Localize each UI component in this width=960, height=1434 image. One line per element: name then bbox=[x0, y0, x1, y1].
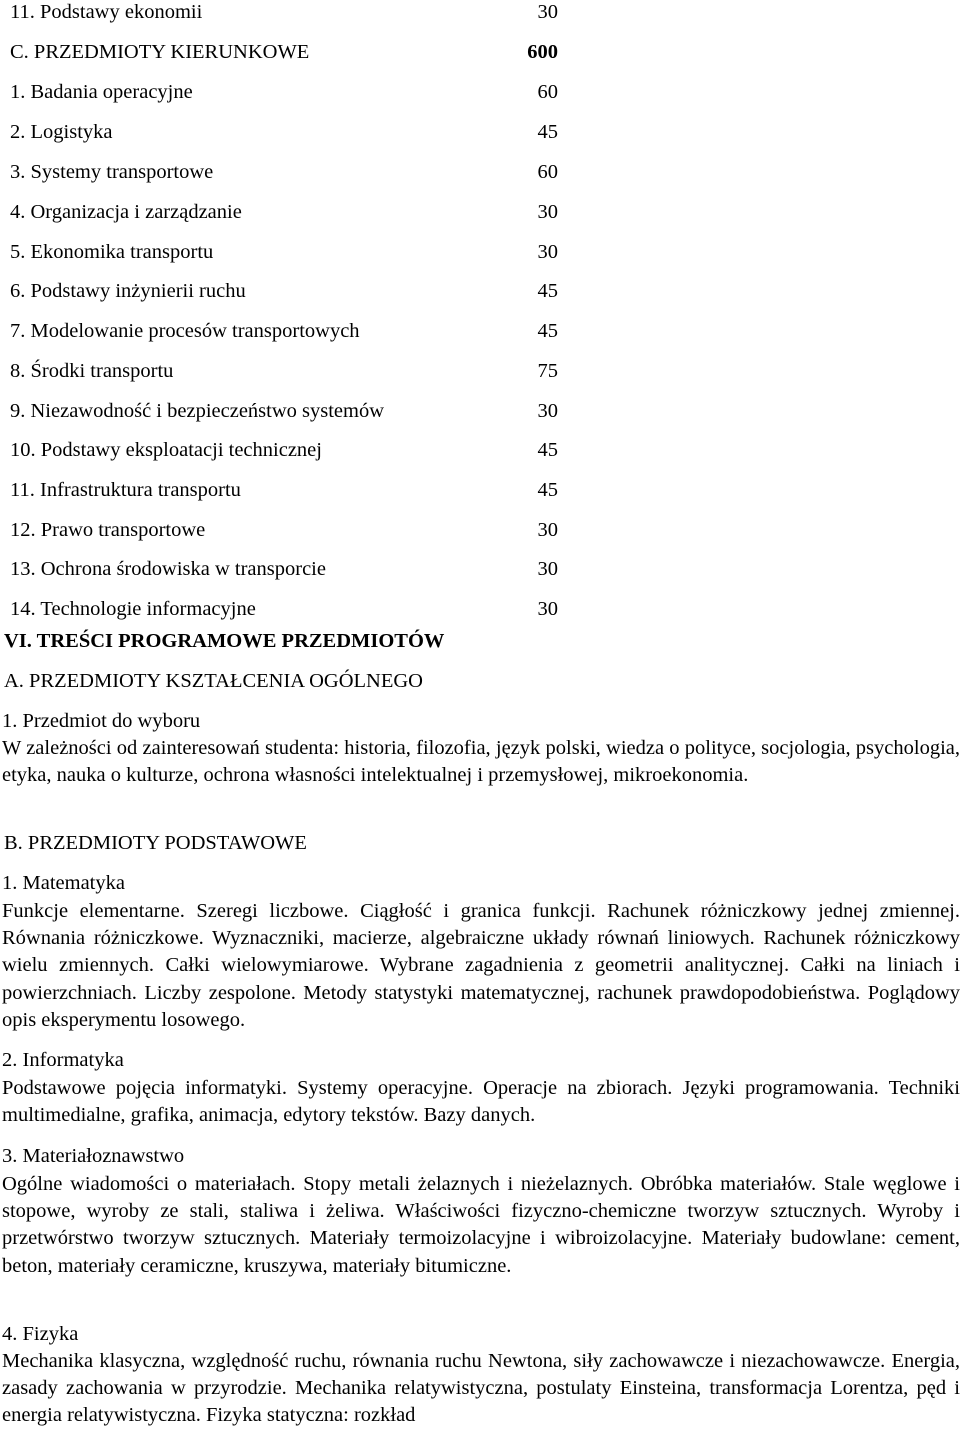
subject-description: Podstawowe pojęcia informatyki. Systemy operacyjne. Operacje na zbiorach. Języki programowania. Techniki multimedialne, grafika, animacja, edytory tekstów. Bazy danych. bbox=[2, 1077, 960, 1127]
subject-title: 1. Matematyka bbox=[2, 872, 125, 894]
list-item bbox=[0, 78, 580, 106]
subject-label: 7. Modelowanie procesów transportowych bbox=[10, 320, 360, 342]
list-item bbox=[0, 595, 580, 623]
section-vi-heading: VI. TREŚCI PROGRAMOWE PRZEDMIOTÓW bbox=[4, 630, 445, 652]
subject-label: 4. Organizacja i zarządzanie bbox=[10, 201, 242, 223]
subject-label: 3. Systemy transportowe bbox=[10, 161, 214, 183]
subject-hours: 45 bbox=[537, 320, 558, 342]
list-item bbox=[0, 357, 580, 385]
subject-description: Ogólne wiadomości o materiałach. Stopy metali żelaznych i nieżelaznych. Obróbka materiałów. Stale węglowe i stopowe, wyroby ze stali, staliwa i żeliwa. Właściwości fizyczno-chemiczne tworzyw sztucznych. Wyroby i przetwórstwo tworzyw sztucznych. Materiały termoizolacyjne i wibroizolacyjne. Materiały budowlane: cement, beton, materiały ceramiczne, kruszywa, materiały bitumiczne. bbox=[2, 1173, 960, 1277]
subject-label: 13. Ochrona środowiska w transporcie bbox=[10, 558, 326, 580]
subject-label: 9. Niezawodność i bezpieczeństwo systemów bbox=[10, 400, 385, 422]
list-item bbox=[0, 317, 580, 345]
subject-hours: 30 bbox=[537, 598, 558, 620]
list-item bbox=[0, 397, 580, 425]
subject-description: Funkcje elementarne. Szeregi liczbowe. Ciągłość i granica funkcji. Rachunek różniczkowy jednej zmiennej. Równania różniczkowe. Wyznaczniki, macierze, algebraiczne układy równań liniowych. Rachunek różniczkowy wielu zmiennych. Całki wielowymiarowe. Wybrane zagadnienia z geometrii analitycznej. Całki na liniach i powierzchniach. Liczby zespolone. Metody statystyki matematycznej, rachunek prawdopodobieństwa. Poglądowy opis eksperymentu losowego. bbox=[2, 900, 960, 1031]
subject-hours: 30 bbox=[537, 400, 558, 422]
subject-hours: 30 bbox=[537, 558, 558, 580]
subject-title: 2. Informatyka bbox=[2, 1049, 124, 1071]
subject-hours: 30 bbox=[537, 1, 558, 23]
subject-hours: 600 bbox=[527, 41, 558, 63]
subject-label: 8. Środki transportu bbox=[10, 360, 174, 382]
subject-label: 6. Podstawy inżynierii ruchu bbox=[10, 280, 246, 302]
subject-hours: 45 bbox=[537, 439, 558, 461]
subject-hours: 45 bbox=[537, 479, 558, 501]
list-item bbox=[0, 277, 580, 305]
subject-title: 4. Fizyka bbox=[2, 1323, 79, 1345]
subject-hours: 75 bbox=[537, 360, 558, 382]
subject-label: C. PRZEDMIOTY KIERUNKOWE bbox=[10, 41, 310, 63]
list-item bbox=[0, 436, 580, 464]
subject-hours: 30 bbox=[537, 519, 558, 541]
list-item bbox=[0, 476, 580, 504]
list-item bbox=[0, 238, 580, 266]
subject-label: 5. Ekonomika transportu bbox=[10, 241, 214, 263]
subject-label: 11. Podstawy ekonomii bbox=[10, 1, 203, 23]
subject-label: 11. Infrastruktura transportu bbox=[10, 479, 241, 501]
subject-label: 14. Technologie informacyjne bbox=[10, 598, 256, 620]
subject-hours: 30 bbox=[537, 201, 558, 223]
subject-label: 2. Logistyka bbox=[10, 121, 113, 143]
subject-title: 3. Materiałoznawstwo bbox=[2, 1145, 185, 1167]
list-item bbox=[0, 198, 580, 226]
subject-label: 12. Prawo transportowe bbox=[10, 519, 206, 541]
subject-label: 10. Podstawy eksploatacji technicznej bbox=[10, 439, 322, 461]
section-b-heading: B. PRZEDMIOTY PODSTAWOWE bbox=[4, 832, 307, 854]
subject-hours: 30 bbox=[537, 241, 558, 263]
subject-description: Mechanika klasyczna, względność ruchu, równania ruchu Newtona, siły zachowawcze i niezachowawcze. Energia, zasady zachowania w przyrodzie. Mechanika relatywistyczna, postulaty Einsteina, transformacja Lorentza, pęd i energia relatywistyczna. Fizyka statyczna: rozkład bbox=[2, 1350, 960, 1427]
section-a-heading: A. PRZEDMIOTY KSZTAŁCENIA OGÓLNEGO bbox=[4, 670, 423, 692]
subject-hours: 45 bbox=[537, 280, 558, 302]
subject-hours: 45 bbox=[537, 121, 558, 143]
list-item bbox=[0, 0, 580, 26]
list-item bbox=[0, 118, 580, 146]
list-item bbox=[0, 555, 580, 583]
subject-description: W zależności od zainteresowań studenta: historia, filozofia, język polski, wiedza o polityce, socjologia, psychologia, etyka, nauka o kulturze, ochrona własności intelektualnej i przemysłowej, mikroekonomia. bbox=[2, 737, 960, 787]
subject-hours: 60 bbox=[537, 161, 558, 183]
list-item bbox=[0, 516, 580, 544]
subject-label: 1. Badania operacyjne bbox=[10, 81, 193, 103]
list-item bbox=[0, 38, 580, 66]
subject-hours: 60 bbox=[537, 81, 558, 103]
list-item bbox=[0, 158, 580, 186]
subject-title: 1. Przedmiot do wyboru bbox=[2, 710, 201, 732]
